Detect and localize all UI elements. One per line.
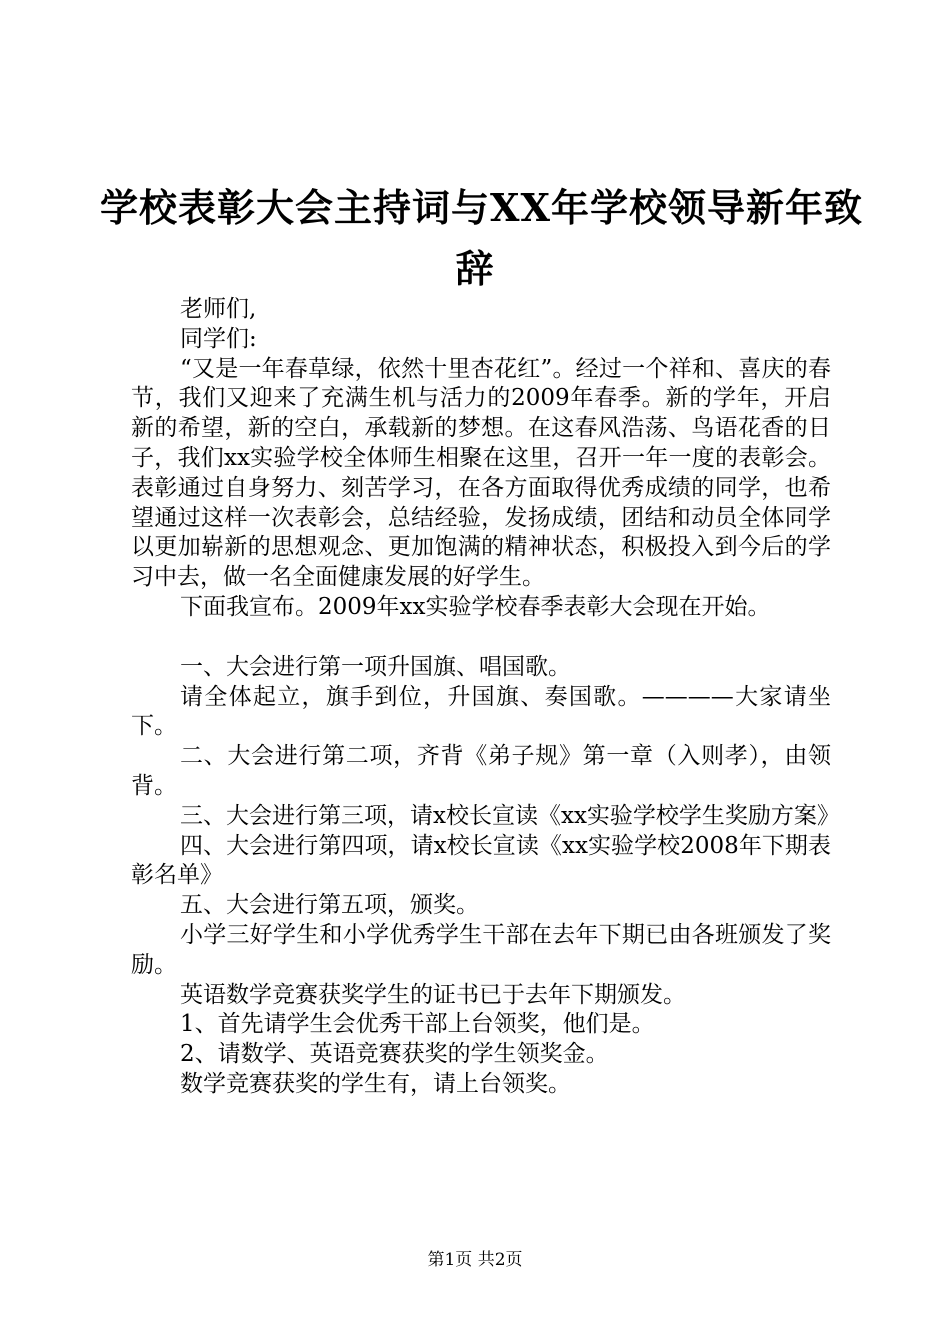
award-note-1: 小学三好学生和小学优秀学生干部在去年下期已由各班颁发了奖励。 <box>131 921 831 978</box>
agenda-item-3: 三、大会进行第三项，请x校长宣读《xx实验学校学生奖励方案》 <box>180 802 840 829</box>
award-note-2: 英语数学竞赛获奖学生的证书已于去年下期颁发。 <box>180 981 686 1008</box>
paragraph-spacer <box>131 623 831 653</box>
salutation-students: 同学们: <box>180 325 257 352</box>
agenda-item-5: 五、大会进行第五项，颁奖。 <box>180 892 479 919</box>
page-number-footer: 第1页 共2页 <box>427 1250 523 1270</box>
salutation-teachers: 老师们, <box>180 296 257 322</box>
announcement-paragraph: 下面我宣布。2009年xx实验学校春季表彰大会现在开始。 <box>180 593 771 620</box>
document-body <box>131 295 840 1100</box>
opening-paragraph: “又是一年春草绿，依然十里杏花红”。经过一个祥和、喜庆的春节，我们又迎来了充满生机与活力的2009年春季。新的学年，开启新的希望，新的空白，承载新的梦想。在这春风浩荡、鸟语花香的日子，我们xx实验学校全体师生相聚在这里，召开一年一度的表彰会。表彰通过自身努力、刻苦学习，在各方面取得优秀成绩的同学，也希望通过这样一次表彰会，总结经验，发扬成绩，团结和动员全体同学以更加崭新的思想观念、更加饱满的精神状态，积极投入到今后的学习中去，做一名全面健康发展的好学生。 <box>131 355 831 591</box>
award-step-1: 1、首先请学生会优秀干部上台领奖，他们是。 <box>180 1011 655 1038</box>
agenda-item-2: 二、大会进行第二项，齐背《弟子规》第一章（入则孝），由领背。 <box>131 743 831 799</box>
agenda-item-1: 一、大会进行第一项升国旗、唱国歌。 <box>180 653 571 680</box>
agenda-item-4: 四、大会进行第四项，请x校长宣读《xx实验学校2008年下期表彰名单》 <box>131 832 831 889</box>
agenda-item-1-detail: 请全体起立，旗手到位，升国旗、奏国歌。————大家请坐下。 <box>131 683 831 740</box>
award-step-2: 2、请数学、英语竞赛获奖的学生领奖金。 <box>180 1041 609 1068</box>
award-step-3: 数学竞赛获奖的学生有，请上台领奖。 <box>180 1070 571 1097</box>
document-title-line-2: 辞 <box>455 246 495 291</box>
document-title-line-1: 学校表彰大会主持词与XX年学校领导新年致 <box>100 185 863 230</box>
